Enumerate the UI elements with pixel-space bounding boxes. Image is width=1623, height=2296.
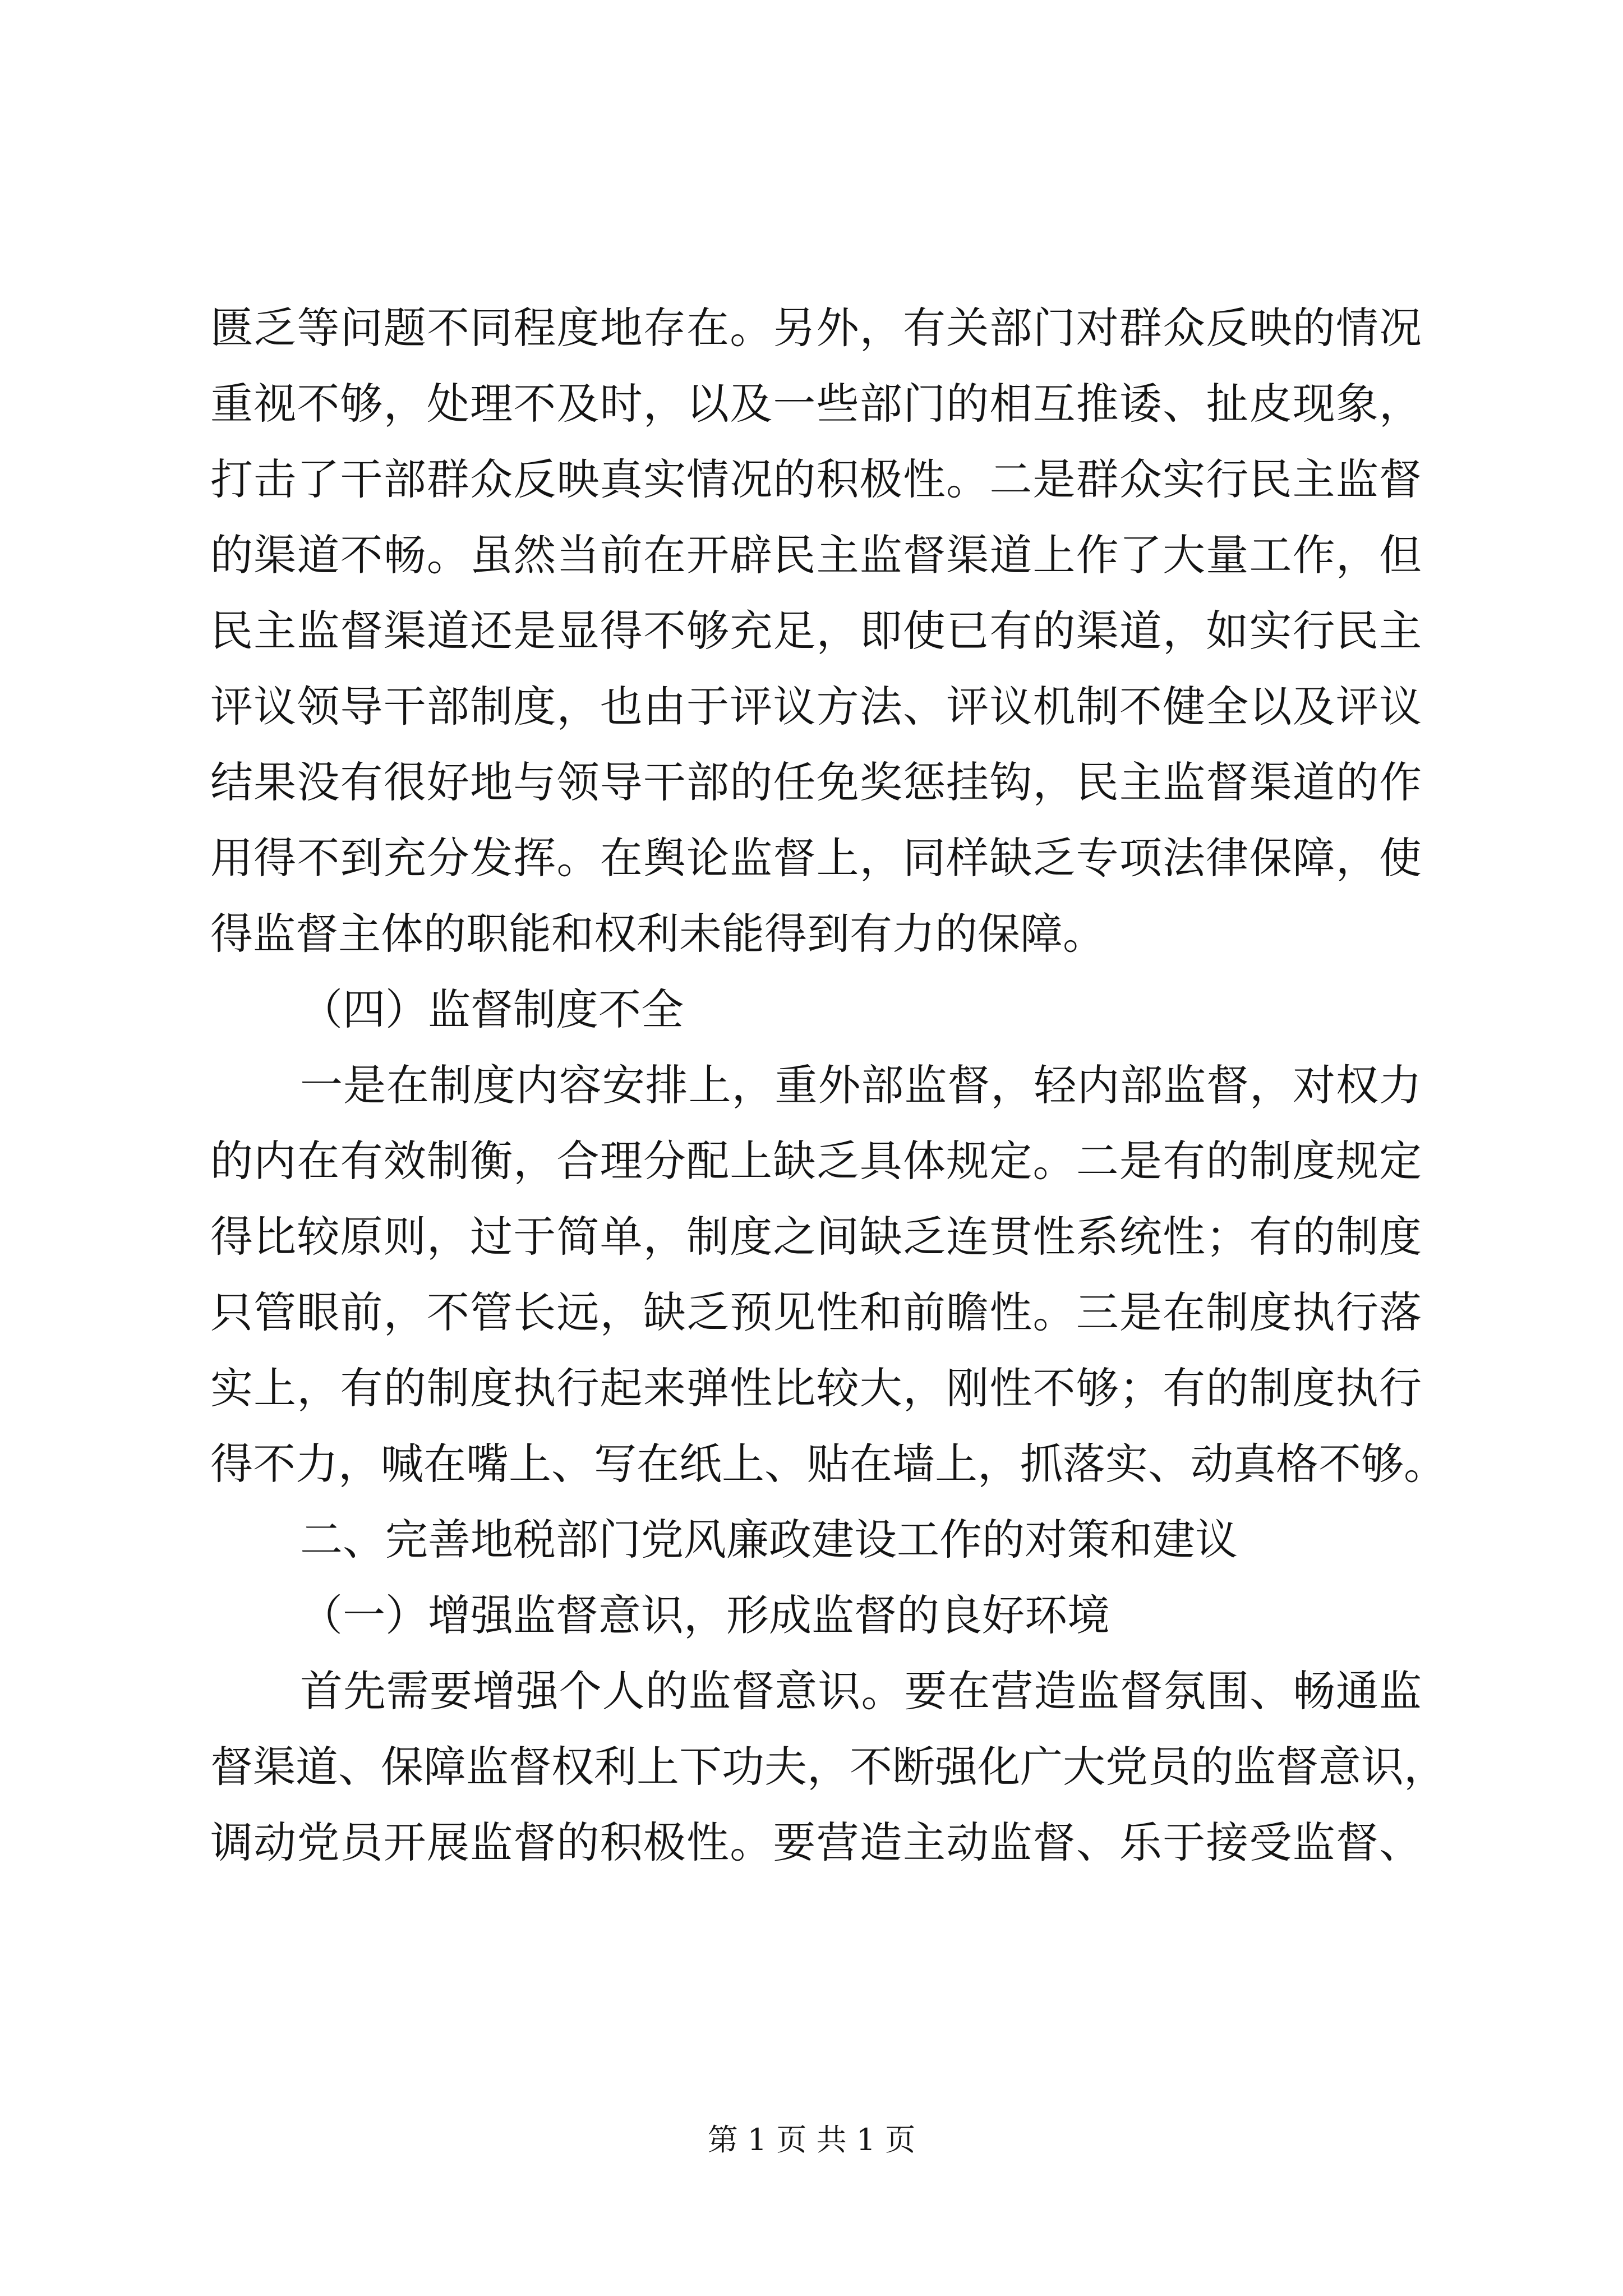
text-line: 得比较原则，过于简单，制度之间缺乏连贯性系统性；有的制度 — [210, 1212, 1422, 1262]
text-line: 督渠道、保障监督权利上下功夫，不断强化广大党员的监督意识， — [210, 1742, 1446, 1792]
text-line: 民主监督渠道还是显得不够充足，即使已有的渠道，如实行民主 — [210, 606, 1422, 656]
text-line: 只管眼前，不管长远，缺乏预见性和前瞻性。三是在制度执行落 — [210, 1287, 1422, 1337]
text-line: 结果没有很好地与领导干部的任免奖惩挂钩，民主监督渠道的作 — [210, 757, 1422, 807]
text-line: 得不力，喊在嘴上、写在纸上、贴在墙上，抓落实、动真格不够。 — [210, 1439, 1446, 1489]
text-line: 重视不够，处理不及时，以及一些部门的相互推诿、扯皮现象， — [210, 379, 1422, 429]
text-line: 评议领导干部制度，也由于评议方法、评议机制不健全以及评议 — [210, 682, 1422, 731]
text-line: 得监督主体的职能和权利未能得到有力的保障。 — [210, 909, 1105, 959]
text-line: 的渠道不畅。虽然当前在开辟民主监督渠道上作了大量工作，但 — [210, 530, 1422, 580]
section-heading: （四）监督制度不全 — [300, 984, 684, 1034]
text-line: 一是在制度内容安排上，重外部监督，轻内部监督，对权力 — [300, 1060, 1422, 1110]
chapter-heading: 二、完善地税部门党风廉政建设工作的对策和建议 — [300, 1515, 1238, 1565]
text-line: 的内在有效制衡，合理分配上缺乏具体规定。二是有的制度规定 — [210, 1136, 1422, 1186]
text-line: 匮乏等问题不同程度地存在。另外，有关部门对群众反映的情况 — [210, 303, 1422, 353]
text-line: 用得不到充分发挥。在舆论监督上，同样缺乏专项法律保障，使 — [210, 833, 1422, 883]
text-line: 实上，有的制度执行起来弹性比较大，刚性不够；有的制度执行 — [210, 1363, 1422, 1413]
section-heading: （一）增强监督意识，形成监督的良好环境 — [300, 1590, 1110, 1640]
text-line: 打击了干部群众反映真实情况的积极性。二是群众实行民主监督 — [210, 454, 1422, 504]
page-footer: 第 1 页 共 1 页 — [707, 2122, 916, 2157]
text-line: 首先需要增强个人的监督意识。要在营造监督氛围、畅通监 — [300, 1666, 1422, 1716]
text-line: 调动党员开展监督的积极性。要营造主动监督、乐于接受监督、 — [210, 1818, 1422, 1867]
